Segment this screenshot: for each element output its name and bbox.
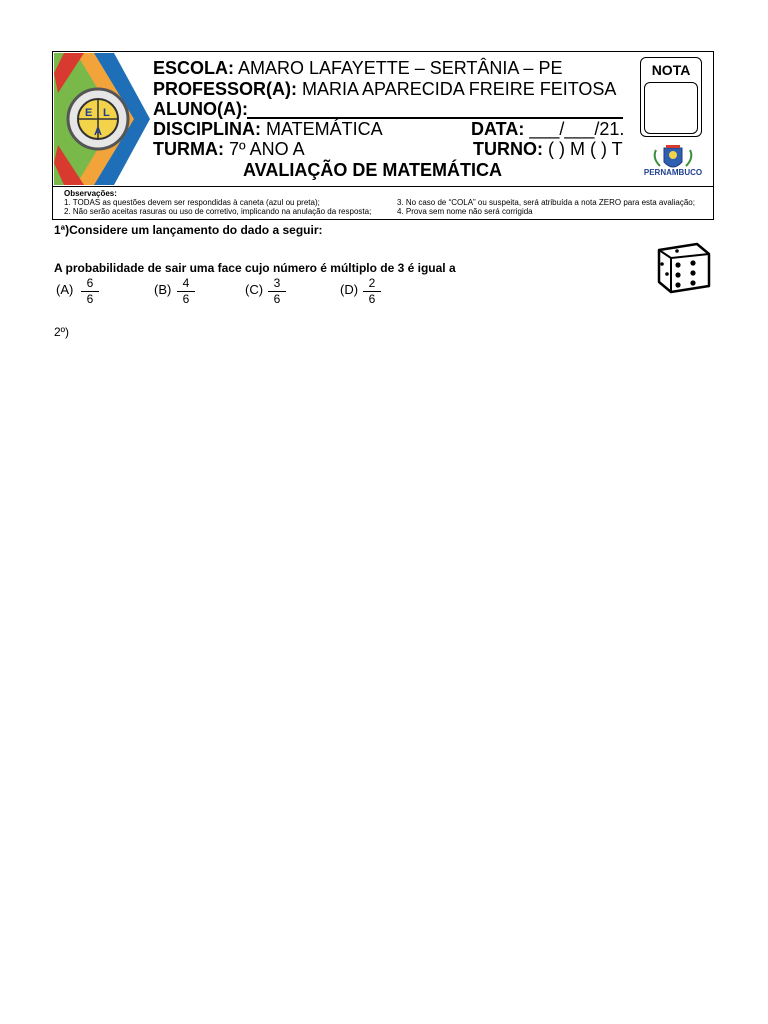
observacao-item: 2. Não serão aceitas rasuras ou uso de corretivo, implicando na anulação da resposta; <box>64 207 372 216</box>
escola-line <box>153 58 562 78</box>
aluno-line <box>153 99 248 119</box>
option-c-label[interactable]: (C) <box>245 282 264 297</box>
turno-value[interactable]: ( ) M ( ) T <box>548 139 623 159</box>
data-value[interactable]: ___/___/21. <box>529 119 625 139</box>
option-d-fraction <box>363 276 381 306</box>
option-c-fraction <box>268 276 286 306</box>
observacao-item: 4. Prova sem nome não será corrigida <box>397 207 533 216</box>
aluno-label: ALUNO(A): <box>153 99 248 119</box>
professor-label: PROFESSOR(A): <box>153 79 297 99</box>
nota-label: NOTA <box>651 62 691 78</box>
escola-label: ESCOLA: <box>153 58 234 78</box>
option-d-numerator: 2 <box>363 276 381 292</box>
nota-box <box>640 57 702 137</box>
exam-title: AVALIAÇÃO DE MATEMÁTICA <box>243 160 502 180</box>
observacoes-heading: Observações: <box>64 189 117 198</box>
observacoes-box <box>52 187 714 220</box>
option-d-label[interactable]: (D) <box>340 282 359 297</box>
turno-label: TURNO: <box>473 139 543 159</box>
professor-line <box>153 79 616 99</box>
escola-value: AMARO LAFAYETTE – SERTÂNIA – PE <box>238 58 563 78</box>
question-1-text: A probabilidade de sair uma face cujo número é múltiplo de 3 é igual a <box>54 261 456 275</box>
question-2-header: 2º) <box>54 325 70 339</box>
disciplina-label: DISCIPLINA: <box>153 119 261 139</box>
crest-label: PERNAMBUCO <box>643 168 703 177</box>
option-b-label[interactable]: (B) <box>154 282 172 297</box>
disciplina-line <box>153 119 383 139</box>
school-logo <box>54 53 150 185</box>
observacao-item: 1. TODAS as questões devem ser respondidas à caneta (azul ou preta); <box>64 198 320 207</box>
option-c-denominator: 6 <box>273 292 281 306</box>
option-a-fraction <box>81 276 99 306</box>
question-1-header: 1ª)Considere um lançamento do dado a seguir: <box>54 223 323 237</box>
option-b-denominator: 6 <box>182 292 190 306</box>
turma-label: TURMA: <box>153 139 224 159</box>
nota-field[interactable] <box>644 82 698 134</box>
logo-letter-a: A <box>94 126 102 138</box>
data-label: DATA: <box>471 119 525 139</box>
observacao-item: 3. No caso de “COLA” ou suspeita, será atribuída a nota ZERO para esta avaliação; <box>397 198 695 207</box>
option-d-denominator: 6 <box>368 292 376 306</box>
option-b-fraction <box>177 276 195 306</box>
option-b-numerator: 4 <box>177 276 195 292</box>
option-c-numerator: 3 <box>268 276 286 292</box>
professor-value: MARIA APARECIDA FREIRE FEITOSA <box>302 79 617 99</box>
logo-letter-e: E <box>85 107 93 119</box>
logo-letter-l: L <box>103 107 110 119</box>
data-line <box>471 119 624 139</box>
turma-value: 7º ANO A <box>229 139 305 159</box>
die-icon <box>653 240 713 294</box>
turno-line <box>473 139 623 159</box>
option-a-numerator: 6 <box>81 276 99 292</box>
option-a-denominator: 6 <box>86 292 94 306</box>
disciplina-value: MATEMÁTICA <box>266 119 383 139</box>
option-a-label[interactable]: (A) <box>56 282 74 297</box>
turma-line <box>153 139 305 159</box>
